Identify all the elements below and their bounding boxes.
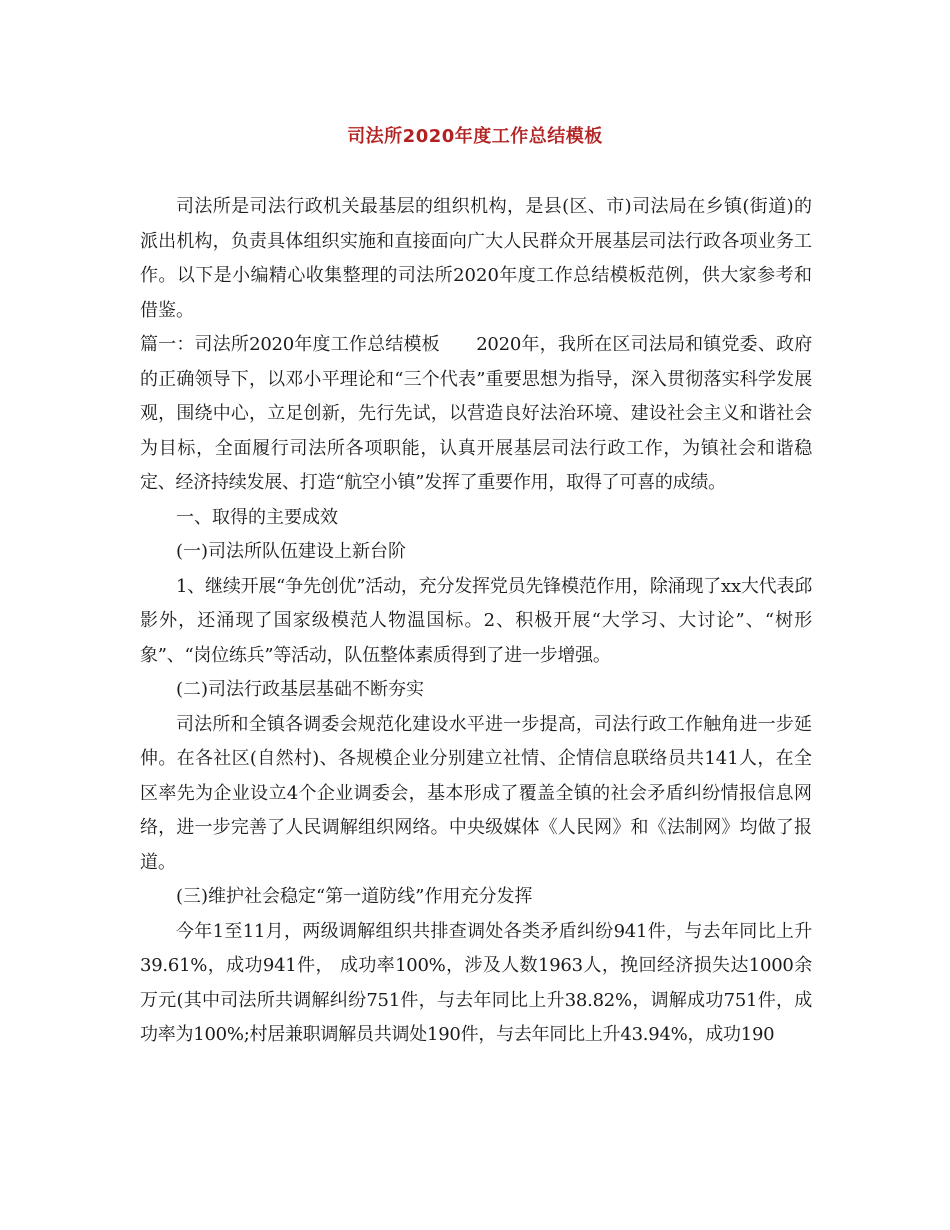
- body-paragraph-1: 1、继续开展“争先创优”活动，充分发挥党员先锋模范作用，除涌现了xx大代表邱影外，还涌现了国家级模范人物温国标。2、积极开展“大学习、大讨论”、“树形象”、“岗位练兵”等活动，队伍整体素质得到了进一步增强。: [140, 575, 812, 666]
- document-body: [140, 190, 812, 1053]
- intro-paragraph: 司法所是司法行政机关最基层的组织机构，是县(区、市)司法局在乡镇(街道)的派出机构，负责具体组织实施和直接面向广大人民群众开展基层司法行政各项业务工作。以下是小编精心收集整理的司法所2020年度工作总结模板范例，供大家参考和借鉴。: [140, 196, 812, 321]
- body-paragraph-2: 司法所和全镇各调委会规范化建设水平进一步提高，司法行政工作触角进一步延伸。在各社区(自然村)、各规模企业分别建立社情、企情信息联络员共141人，在全区率先为企业设立4个企业调委会，基本形成了覆盖全镇的社会矛盾纠纷情报信息网络，进一步完善了人民调解组织网络。中央级媒体《人民网》和《法制网》均做了报道。: [140, 713, 812, 873]
- body-paragraph-3: 今年1至11月，两级调解组织共排查调处各类矛盾纠纷941件，与去年同比上升39.61%，成功941件， 成功率100%，涉及人数1963人，挽回经济损失达1000余万元(其中司法所共调解纠纷751件，与去年同比上升38.82%，调解成功751件，成功率为100%;村居兼职调解员共调处190件，与去年同比上升43.94%，成功190: [140, 920, 812, 1045]
- subsection-heading-2: (二)司法行政基层基础不断夯实: [176, 679, 425, 700]
- subsection-heading-1: (一)司法所队伍建设上新台阶: [176, 541, 407, 562]
- subsection-heading-3: (三)维护社会稳定“第一道防线”作用充分发挥: [176, 886, 533, 907]
- chapter-one-paragraph: 篇一：司法所2020年度工作总结模板 2020年，我所在区司法局和镇党委、政府的正确领导下，以邓小平理论和“三个代表”重要思想为指导，深入贯彻落实科学发展观，围绕中心，立足创新，先行先试，以营造良好法治环境、建设社会主义和谐社会为目标，全面履行司法所各项职能，认真开展基层司法行政工作，为镇社会和谐稳定、经济持续发展、打造“航空小镇”发挥了重要作用，取得了可喜的成绩。: [140, 334, 812, 493]
- document-title: 司法所2020年度工作总结模板: [347, 126, 603, 147]
- section-heading: 一、取得的主要成效: [176, 506, 338, 528]
